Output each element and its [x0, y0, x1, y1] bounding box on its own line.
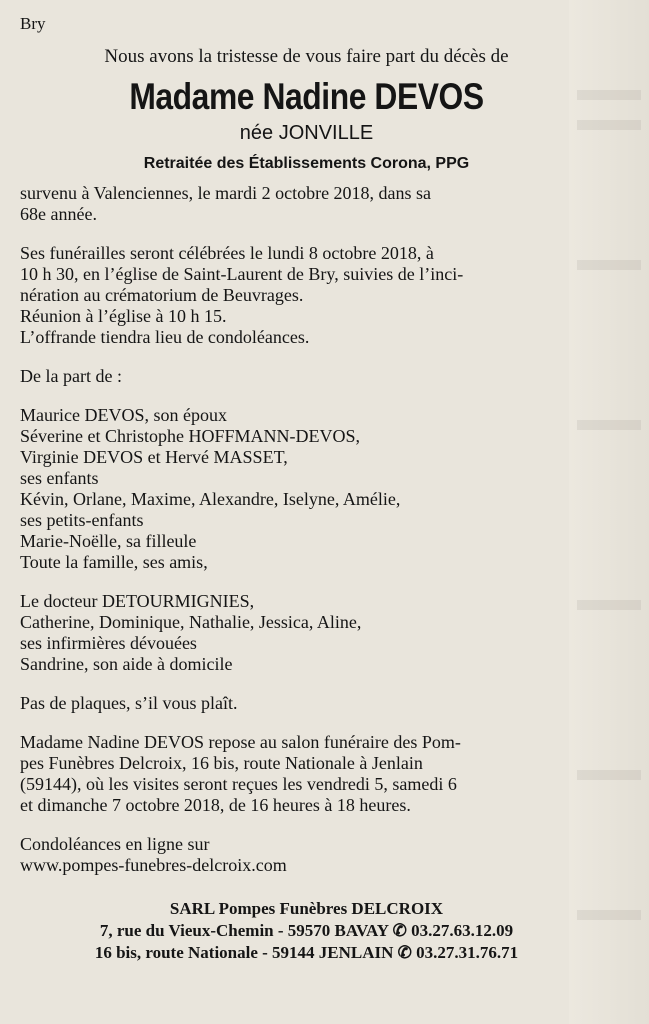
family-line: Virginie DEVOS et Hervé MASSET,: [20, 447, 288, 467]
from-label: De la part de :: [20, 366, 122, 386]
maiden-name: née JONVILLE: [239, 122, 374, 144]
family-line: Maurice DEVOS, son époux: [20, 405, 227, 425]
text-line: Réunion à l’église à 10 h 15.: [20, 306, 227, 326]
text-line: Ses funérailles seront célébrées le lundi 8 octobre 2018, à: [20, 243, 434, 263]
text-line: survenu à Valenciennes, le mardi 2 octobre 2018, dans sa: [20, 183, 432, 203]
family-line: Marie-Noëlle, sa filleule: [20, 531, 197, 551]
funeral-home-footer: [20, 898, 593, 964]
deceased-name: Madame Nadine DEVOS: [129, 76, 484, 117]
death-paragraph: [20, 183, 593, 225]
jenlain-address-phone: 16 bis, route Nationale - 59144 JENLAIN ✆ 03.27.31.76.71: [94, 943, 519, 962]
text-line: pes Funèbres Delcroix, 16 bis, route Nationale à Jenlain: [20, 753, 423, 773]
caregivers-list: [20, 591, 593, 675]
family-line: ses enfants: [20, 468, 99, 488]
family-line: Kévin, Orlane, Maxime, Alexandre, Iselyne, Amélie,: [20, 489, 401, 509]
text-line: (59144), où les visites seront reçues les vendredi 5, samedi 6: [20, 774, 457, 794]
text-line: Madame Nadine DEVOS repose au salon funéraire des Pom-: [20, 732, 461, 752]
obituary-notice: [20, 14, 593, 964]
funeral-paragraph: [20, 243, 593, 348]
text-line: 68e année.: [20, 204, 97, 224]
website-link[interactable]: www.pompes-funebres-delcroix.com: [20, 855, 287, 875]
bavay-address-phone: 7, rue du Vieux-Chemin - 59570 BAVAY ✆ 03.27.63.12.09: [99, 921, 514, 940]
text-line: 10 h 30, en l’église de Saint-Laurent de Bry, suivies de l’inci-: [20, 264, 464, 284]
text-line: L’offrande tiendra lieu de condoléances.: [20, 327, 310, 347]
text-line: et dimanche 7 octobre 2018, de 16 heures à 18 heures.: [20, 795, 411, 815]
family-line: Toute la famille, ses amis,: [20, 552, 208, 572]
text-line: nération au crématorium de Beuvrages.: [20, 285, 304, 305]
online-condolences: [20, 834, 593, 876]
salon-paragraph: [20, 732, 593, 816]
profession: Retraitée des Établissements Corona, PPG: [143, 155, 470, 172]
no-plaques-line: Pas de plaques, s’il vous plaît.: [20, 693, 238, 713]
caregiver-line: ses infirmières dévouées: [20, 633, 197, 653]
caregiver-line: Catherine, Dominique, Nathalie, Jessica, Aline,: [20, 612, 362, 632]
family-line: ses petits-enfants: [20, 510, 144, 530]
from-label-block: [20, 366, 593, 387]
caregiver-line: Sandrine, son aide à domicile: [20, 654, 233, 674]
lead-line: Nous avons la tristesse de vous faire part du décès de: [104, 46, 509, 67]
funeral-home-name: SARL Pompes Funèbres DELCROIX: [169, 899, 444, 918]
family-line: Séverine et Christophe HOFFMANN-DEVOS,: [20, 426, 360, 446]
no-plaques-block: [20, 693, 593, 714]
family-list: [20, 405, 593, 573]
town-heading: Bry: [20, 14, 46, 33]
online-label: Condoléances en ligne sur: [20, 834, 210, 854]
caregiver-line: Le docteur DETOURMIGNIES,: [20, 591, 255, 611]
